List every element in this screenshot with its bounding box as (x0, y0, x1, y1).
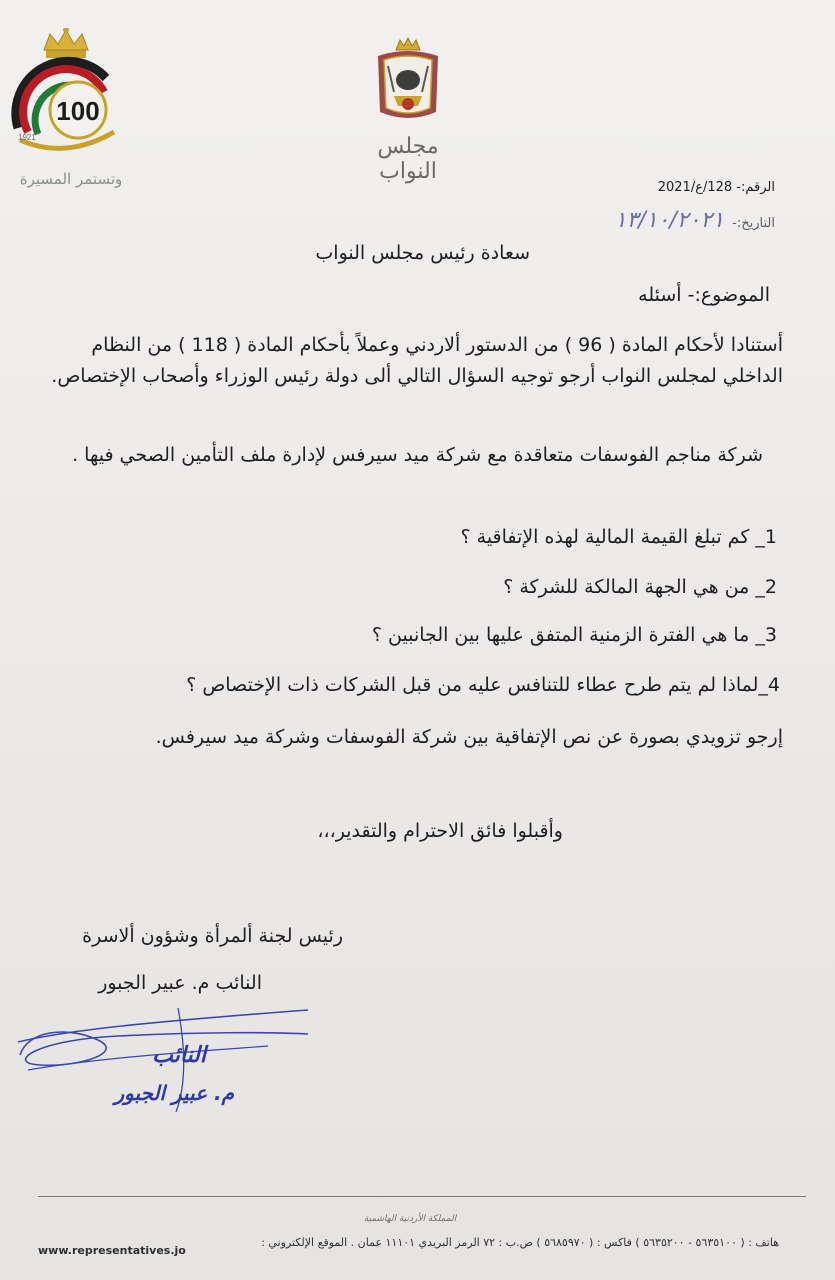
signatory-title: رئيس لجنة ألمرأة وشؤون ألاسرة (82, 925, 343, 947)
parliament-wordmark: مجلس النواب (377, 134, 439, 184)
svg-text:م. عبير الجبور: م. عبير الجبور (114, 1081, 234, 1105)
centenary-slogan: وتستمر المسيرة (19, 170, 123, 188)
closing-line: وأقبلوا فائق الاحترام والتقدير،،، (317, 820, 563, 842)
intro-paragraph: أستنادا لأحكام المادة ( 96 ) من الدستور ألاردني وعملاً بأحكام المادة ( 118 ) من النظام الداخلي لمجلس النواب أرجو توجيه السؤال التالي ألى دولة رئيس الوزراء وأصحاب الإختصاص. (51, 334, 783, 387)
footer-website-link[interactable]: www.representatives.jo (38, 1244, 186, 1257)
date-label: التاريخ:- (732, 216, 775, 231)
svg-text:النائب: النائب (152, 1043, 206, 1068)
svg-text:1921: 1921 (18, 133, 36, 142)
handwritten-date: ١٣/١٠/٢٠٢١ (614, 208, 725, 233)
reference-date (615, 208, 775, 233)
reference-number: الرقم:- 128/ع/2021 (657, 180, 775, 195)
crown-icon (44, 28, 88, 58)
question-3: 3_ ما هي الفترة الزمنية المتفق عليها بين الجانبين ؟ (371, 624, 777, 646)
question-2: 2_ من هي الجهة المالكة للشركة ؟ (503, 576, 777, 598)
context-paragraph: شركة مناجم الفوسفات متعاقدة مع شركة ميد سيرفس لإدارة ملف التأمين الصحي فيها . (72, 444, 763, 466)
question-1: 1_ كم تبلغ القيمة المالية لهذه الإتفاقية ؟ (460, 526, 777, 548)
centenary-logo (6, 28, 136, 188)
footer-divider (38, 1196, 806, 1197)
centenary-emblem-icon (6, 28, 136, 168)
recipient-line: سعادة رئيس مجلس النواب (315, 242, 530, 264)
svg-text:100: 100 (56, 96, 100, 126)
document-request: إرجو تزويدي بصورة عن نص الإتفاقية بين شركة الفوسفات وشركة ميد سيرفس. (155, 726, 783, 748)
handwritten-signature-icon (8, 1000, 328, 1130)
coat-of-arms-logo (370, 36, 446, 126)
coat-of-arms-icon (370, 36, 446, 126)
footer-crest-text: المملكة الأردنية الهاشمية (363, 1214, 457, 1224)
footer-contact-info: هاتف : ( ٥٦٣٥١٠٠ - ٥٦٣٥٢٠٠ ) فاكس : ( ٥٦٨٥٩٧٠ ) ص.ب : ٧٢ الرمز البريدي ١١١٠١ عمان . الموقع الإلكتروني : (261, 1236, 779, 1249)
question-4: 4_لماذا لم يتم طرح عطاء للتنافس عليه من قبل الشركات ذات الإختصاص ؟ (186, 674, 780, 696)
subject-line: الموضوع:- أسئله (638, 284, 770, 306)
signatory-name: النائب م. عبير الجبور (98, 972, 262, 994)
